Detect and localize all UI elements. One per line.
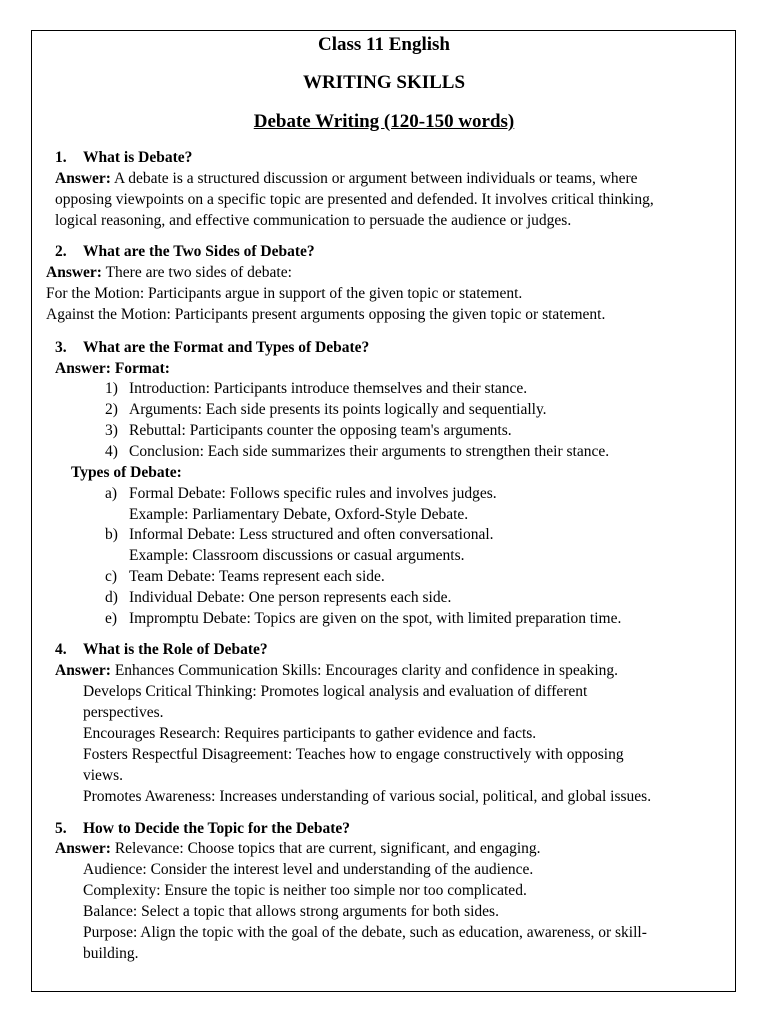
- question-5: [55, 818, 350, 839]
- question-text: What are the Two Sides of Debate?: [83, 243, 315, 260]
- type-item: [105, 608, 621, 629]
- answer-text: Enhances Communication Skills: Encourages clarity and confidence in speaking.: [110, 662, 619, 679]
- for-the-motion: For the Motion: Participants argue in support of the given topic or statement.: [46, 285, 523, 302]
- against-the-motion: Against the Motion: Participants present arguments opposing the given topic or statement.: [46, 306, 606, 323]
- list-marker: a): [105, 485, 118, 502]
- answer-label: Answer:: [46, 264, 102, 281]
- question-4: [55, 639, 268, 660]
- list-marker: c): [105, 568, 118, 585]
- topic-title: [0, 110, 768, 134]
- type-item: [105, 566, 385, 587]
- answer-4-line-7: Promotes Awareness: Increases understanding of various social, political, and global issues.: [83, 788, 652, 805]
- format-item: [105, 378, 527, 399]
- list-item-text: Formal Debate: Follows specific rules and involves judges.: [129, 485, 497, 502]
- subject-title: WRITING SKILLS: [302, 72, 466, 93]
- question-number: 2.: [55, 243, 67, 260]
- answer-5-line-6: building.: [83, 945, 139, 962]
- list-marker: 3): [105, 422, 118, 439]
- answer-label: Answer:: [55, 662, 111, 679]
- types-of-debate-label: Types of Debate:: [71, 464, 182, 481]
- list-marker: e): [105, 610, 118, 627]
- answer-5-line-5: Purpose: Align the topic with the goal of the debate, such as education, awareness, or skill-: [83, 924, 647, 941]
- answer-3-format-label: Answer: Format:: [55, 360, 170, 377]
- answer-text: There are two sides of debate:: [101, 264, 292, 281]
- list-item-text: Introduction: Participants introduce themselves and their stance.: [129, 380, 528, 397]
- question-number: 4.: [55, 641, 67, 658]
- answer-5-line-3: Complexity: Ensure the topic is neither too simple nor too complicated.: [83, 882, 527, 899]
- list-item-text: Informal Debate: Less structured and often conversational.: [129, 526, 494, 543]
- class-title: Class 11 English: [318, 34, 450, 55]
- question-1: [55, 147, 192, 168]
- answer-5-line-4: Balance: Select a topic that allows strong arguments for both sides.: [83, 903, 499, 920]
- answer-label: Answer:: [55, 840, 111, 857]
- answer-5-line-1: [55, 838, 541, 859]
- format-item: [105, 399, 547, 420]
- answer-1-line-2: opposing viewpoints on a specific topic are presented and defended. It involves critical thinking,: [55, 191, 654, 208]
- question-number: 1.: [55, 149, 67, 166]
- answer-4-line-6: views.: [83, 767, 124, 784]
- question-text: What is the Role of Debate?: [83, 641, 268, 658]
- list-marker: 4): [105, 443, 118, 460]
- answer-4-line-2: Develops Critical Thinking: Promotes logical analysis and evaluation of different: [83, 683, 588, 700]
- question-number: 3.: [55, 339, 67, 356]
- question-text: What is Debate?: [83, 149, 193, 166]
- list-marker: d): [105, 589, 118, 606]
- format-item: [105, 441, 609, 462]
- answer-text: A debate is a structured discussion or argument between individuals or teams, where: [110, 170, 638, 187]
- type-item: [105, 483, 497, 504]
- answer-1-line-1: [55, 168, 638, 189]
- list-item-text: Team Debate: Teams represent each side.: [129, 568, 385, 585]
- format-item: [105, 420, 512, 441]
- question-text: What are the Format and Types of Debate?: [83, 339, 370, 356]
- answer-label: Answer:: [55, 170, 111, 187]
- list-item-text: Conclusion: Each side summarizes their arguments to strengthen their stance.: [129, 443, 610, 460]
- answer-5-line-2: Audience: Consider the interest level and understanding of the audience.: [83, 861, 534, 878]
- answer-1-line-3: logical reasoning, and effective communication to persuade the audience or judges.: [55, 212, 572, 229]
- question-text: How to Decide the Topic for the Debate?: [83, 820, 351, 837]
- type-item: [105, 587, 451, 608]
- type-item: [105, 524, 494, 545]
- answer-4-line-5: Fosters Respectful Disagreement: Teaches how to engage constructively with opposing: [83, 746, 624, 763]
- list-marker: b): [105, 526, 118, 543]
- answer-2-line-1: [46, 262, 292, 283]
- type-example: Example: Classroom discussions or casual arguments.: [129, 547, 465, 564]
- list-item-text: Rebuttal: Participants counter the opposing team's arguments.: [129, 422, 512, 439]
- answer-4-line-3: perspectives.: [83, 704, 164, 721]
- question-3: [55, 337, 369, 358]
- list-marker: 2): [105, 401, 118, 418]
- topic-title-text: Debate Writing (120-150 words): [253, 111, 515, 132]
- question-number: 5.: [55, 820, 67, 837]
- type-example: Example: Parliamentary Debate, Oxford-Style Debate.: [129, 506, 469, 523]
- answer-4-line-4: Encourages Research: Requires participants to gather evidence and facts.: [83, 725, 537, 742]
- list-item-text: Arguments: Each side presents its points logically and sequentially.: [129, 401, 547, 418]
- list-item-text: Impromptu Debate: Topics are given on the spot, with limited preparation time.: [129, 610, 622, 627]
- answer-4-line-1: [55, 660, 618, 681]
- answer-text: Relevance: Choose topics that are current, significant, and engaging.: [110, 840, 541, 857]
- list-marker: 1): [105, 380, 118, 397]
- question-2: [55, 241, 315, 262]
- list-item-text: Individual Debate: One person represents each side.: [129, 589, 452, 606]
